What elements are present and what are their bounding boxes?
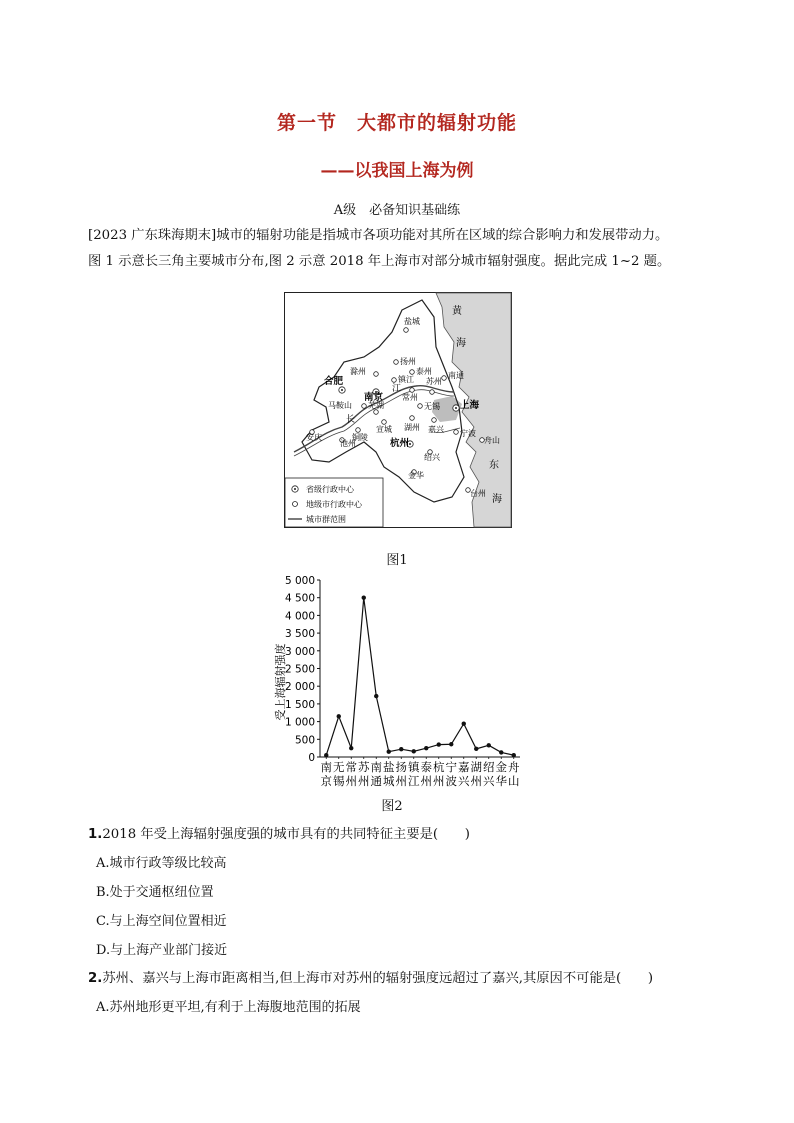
x-tick-label: 江 <box>408 774 420 788</box>
map-city-label: 台州 <box>470 489 486 498</box>
data-point <box>462 722 466 726</box>
x-tick-label: 京 <box>320 774 332 788</box>
x-tick-label: 宁 <box>445 760 457 774</box>
y-tick-label: 0 <box>308 752 315 764</box>
map-city-marker <box>418 404 423 409</box>
map-city-marker <box>410 416 415 421</box>
map-city-label: 池州 <box>340 439 356 448</box>
data-point <box>374 694 378 698</box>
map-city-label: 扬州 <box>400 357 416 366</box>
x-tick-label: 兴 <box>483 774 495 788</box>
question-2-stem <box>88 967 653 986</box>
map-city-label: 绍兴 <box>424 453 440 462</box>
x-tick-label: 州 <box>470 774 482 788</box>
map-city-label: 镇江 <box>398 375 414 384</box>
y-tick-label: 1 000 <box>284 716 315 729</box>
question-2-number: 2. <box>88 971 103 986</box>
x-tick-label: 波 <box>445 774 457 788</box>
x-tick-label: 锡 <box>333 774 345 788</box>
map-city-label: 苏州 <box>426 377 442 386</box>
figure2-caption: 图2 <box>381 799 403 814</box>
intro-line-1: [2023 广东珠海期末]城市的辐射功能是指城市各项功能对其所在区域的综合影响力和发展带动力。 <box>88 228 669 243</box>
question-1-option-c[interactable]: C.与上海空间位置相近 <box>96 914 227 929</box>
x-tick-label: 镇 <box>408 760 420 774</box>
map-city-marker <box>410 370 415 375</box>
y-tick-label: 3 500 <box>284 628 315 641</box>
map-city-marker <box>410 388 415 393</box>
map-city-label: 湖州 <box>404 423 420 432</box>
data-point <box>349 746 353 750</box>
section-title: 第一节 大都市的辐射功能 <box>276 112 517 134</box>
map-city-label: 杭州 <box>390 438 410 449</box>
sea-label-hai-2: 海 <box>492 494 502 505</box>
x-tick-label: 山 <box>508 774 520 788</box>
x-tick-label: 扬 <box>395 760 407 774</box>
x-tick-label: 州 <box>395 774 407 788</box>
map-city-marker <box>356 428 361 433</box>
map-figure <box>284 292 512 528</box>
map-city-marker-dot <box>341 389 343 391</box>
data-point <box>399 747 403 751</box>
map-city-label: 宁波 <box>460 429 476 438</box>
y-tick-label: 2 500 <box>284 663 315 676</box>
data-point <box>424 746 428 750</box>
map-city-marker <box>432 418 437 423</box>
series-line <box>326 598 514 756</box>
map-city-label: 上海 <box>460 400 480 411</box>
y-tick-label: 1 500 <box>284 698 315 711</box>
x-tick-label: 杭 <box>433 760 445 774</box>
intro-paragraph <box>88 223 718 275</box>
map-city-marker <box>374 372 379 377</box>
map-city-label: 宣城 <box>376 425 392 434</box>
map-city-label: 铜陵 <box>352 433 368 442</box>
intro-line-2: 图 1 示意长三角主要城市分布,图 2 示意 2018 年上海市对部分城市辐射强度。据此完成 1~2 题。 <box>88 254 671 269</box>
level-heading: A级 必备知识基础练 <box>333 203 461 218</box>
data-point <box>487 743 491 747</box>
map-city-label: 无锡 <box>424 402 440 411</box>
map-city-label: 金华 <box>408 471 424 480</box>
map-city-marker <box>394 360 399 365</box>
map-city-marker <box>362 404 367 409</box>
question-2-text: 苏州、嘉兴与上海市距离相当,但上海市对苏州的辐射强度远超过了嘉兴,其原因不可能是( ) <box>102 971 654 986</box>
question-1-number: 1. <box>88 827 103 842</box>
x-tick-label: 金 <box>495 760 507 774</box>
y-tick-label: 4 500 <box>284 592 315 605</box>
question-1-stem <box>88 823 470 842</box>
map-city-label: 盐城 <box>404 317 420 326</box>
data-point <box>437 742 441 746</box>
figure1-caption: 图1 <box>386 553 408 568</box>
data-point <box>412 749 416 753</box>
x-tick-label: 州 <box>358 774 370 788</box>
prefecture-center-icon <box>293 502 298 507</box>
question-1-option-d[interactable]: D.与上海产业部门接近 <box>96 943 228 958</box>
y-axis-label: 受上海辐射强度 <box>274 643 287 721</box>
map-city-label: 滁州 <box>350 367 366 376</box>
x-tick-label: 兴 <box>458 774 470 788</box>
map-city-label: 马鞍山 <box>328 401 352 410</box>
yangtze-delta-map <box>284 292 512 528</box>
y-tick-label: 500 <box>294 734 315 747</box>
x-tick-label: 通 <box>370 774 382 788</box>
x-tick-label: 城 <box>383 774 395 788</box>
map-city-label: 南通 <box>448 371 464 380</box>
x-tick-label: 湖 <box>470 760 482 774</box>
question-2-option-a[interactable]: A.苏州地形更平坦,有利于上海腹地范围的拓展 <box>96 1000 361 1015</box>
map-city-label: 舟山 <box>484 436 500 445</box>
x-tick-label: 绍 <box>483 760 495 774</box>
data-point <box>449 742 453 746</box>
y-tick-label: 5 000 <box>284 575 315 587</box>
x-tick-label: 泰 <box>420 760 432 774</box>
x-tick-label: 无 <box>333 760 345 774</box>
map-city-label: 常州 <box>402 393 418 402</box>
map-city-label: 安庆 <box>306 433 322 442</box>
map-city-marker <box>442 376 447 381</box>
data-point <box>512 753 516 757</box>
data-point <box>324 753 328 757</box>
map-city-marker-dot <box>409 443 411 445</box>
y-tick-label: 2 000 <box>284 681 315 694</box>
map-city-marker-dot <box>455 407 457 409</box>
x-tick-label: 嘉 <box>458 760 470 774</box>
x-tick-label: 常 <box>345 760 357 774</box>
map-city-label: 嘉兴 <box>428 425 444 434</box>
x-tick-label: 华 <box>495 774 507 788</box>
data-point <box>362 596 366 600</box>
river-label-jiang: 江 <box>392 384 402 394</box>
x-tick-label: 南 <box>320 760 332 774</box>
data-point <box>387 749 391 753</box>
x-tick-label: 州 <box>345 774 357 788</box>
map-city-marker <box>382 420 387 425</box>
sea-label-huang: 黄 <box>452 306 462 317</box>
map-city-label: 南京 <box>364 392 384 403</box>
x-tick-label: 盐 <box>383 760 395 774</box>
y-tick-label: 3 000 <box>284 645 315 658</box>
legend-boundary: 城市群范围 <box>306 515 346 524</box>
line-chart-figure <box>268 572 530 788</box>
question-1-text: 2018 年受上海辐射强度强的城市具有的共同特征主要是( ) <box>102 827 470 842</box>
question-1-option-a[interactable]: A.城市行政等级比较高 <box>96 856 227 871</box>
sea-label-dong: 东 <box>489 460 499 471</box>
map-city-label: 泰州 <box>416 367 432 376</box>
legend-provincial: 省级行政中心 <box>306 485 354 494</box>
x-tick-label: 南 <box>370 760 382 774</box>
map-city-marker <box>392 378 397 383</box>
map-city-marker <box>454 430 459 435</box>
map-city-marker <box>404 328 409 333</box>
question-1-option-b[interactable]: B.处于交通枢纽位置 <box>96 885 214 900</box>
map-city-marker <box>374 410 379 415</box>
sea-label-hai-1: 海 <box>456 338 466 349</box>
section-subtitle: ——以我国上海为例 <box>320 161 474 181</box>
data-point <box>337 714 341 718</box>
river-label-chang: 长 <box>346 415 356 425</box>
x-tick-label: 舟 <box>508 760 520 774</box>
map-city-label: 芜湖 <box>368 401 384 410</box>
map-city-label: 合肥 <box>324 376 344 387</box>
legend-prefecture: 地级市行政中心 <box>306 500 362 509</box>
data-point <box>474 747 478 751</box>
map-city-marker <box>430 390 435 395</box>
x-tick-label: 州 <box>433 774 445 788</box>
x-tick-label: 苏 <box>358 760 370 774</box>
x-tick-label: 州 <box>420 774 432 788</box>
data-point <box>499 750 503 754</box>
y-tick-label: 4 000 <box>284 610 315 623</box>
radiation-intensity-chart <box>268 572 530 788</box>
